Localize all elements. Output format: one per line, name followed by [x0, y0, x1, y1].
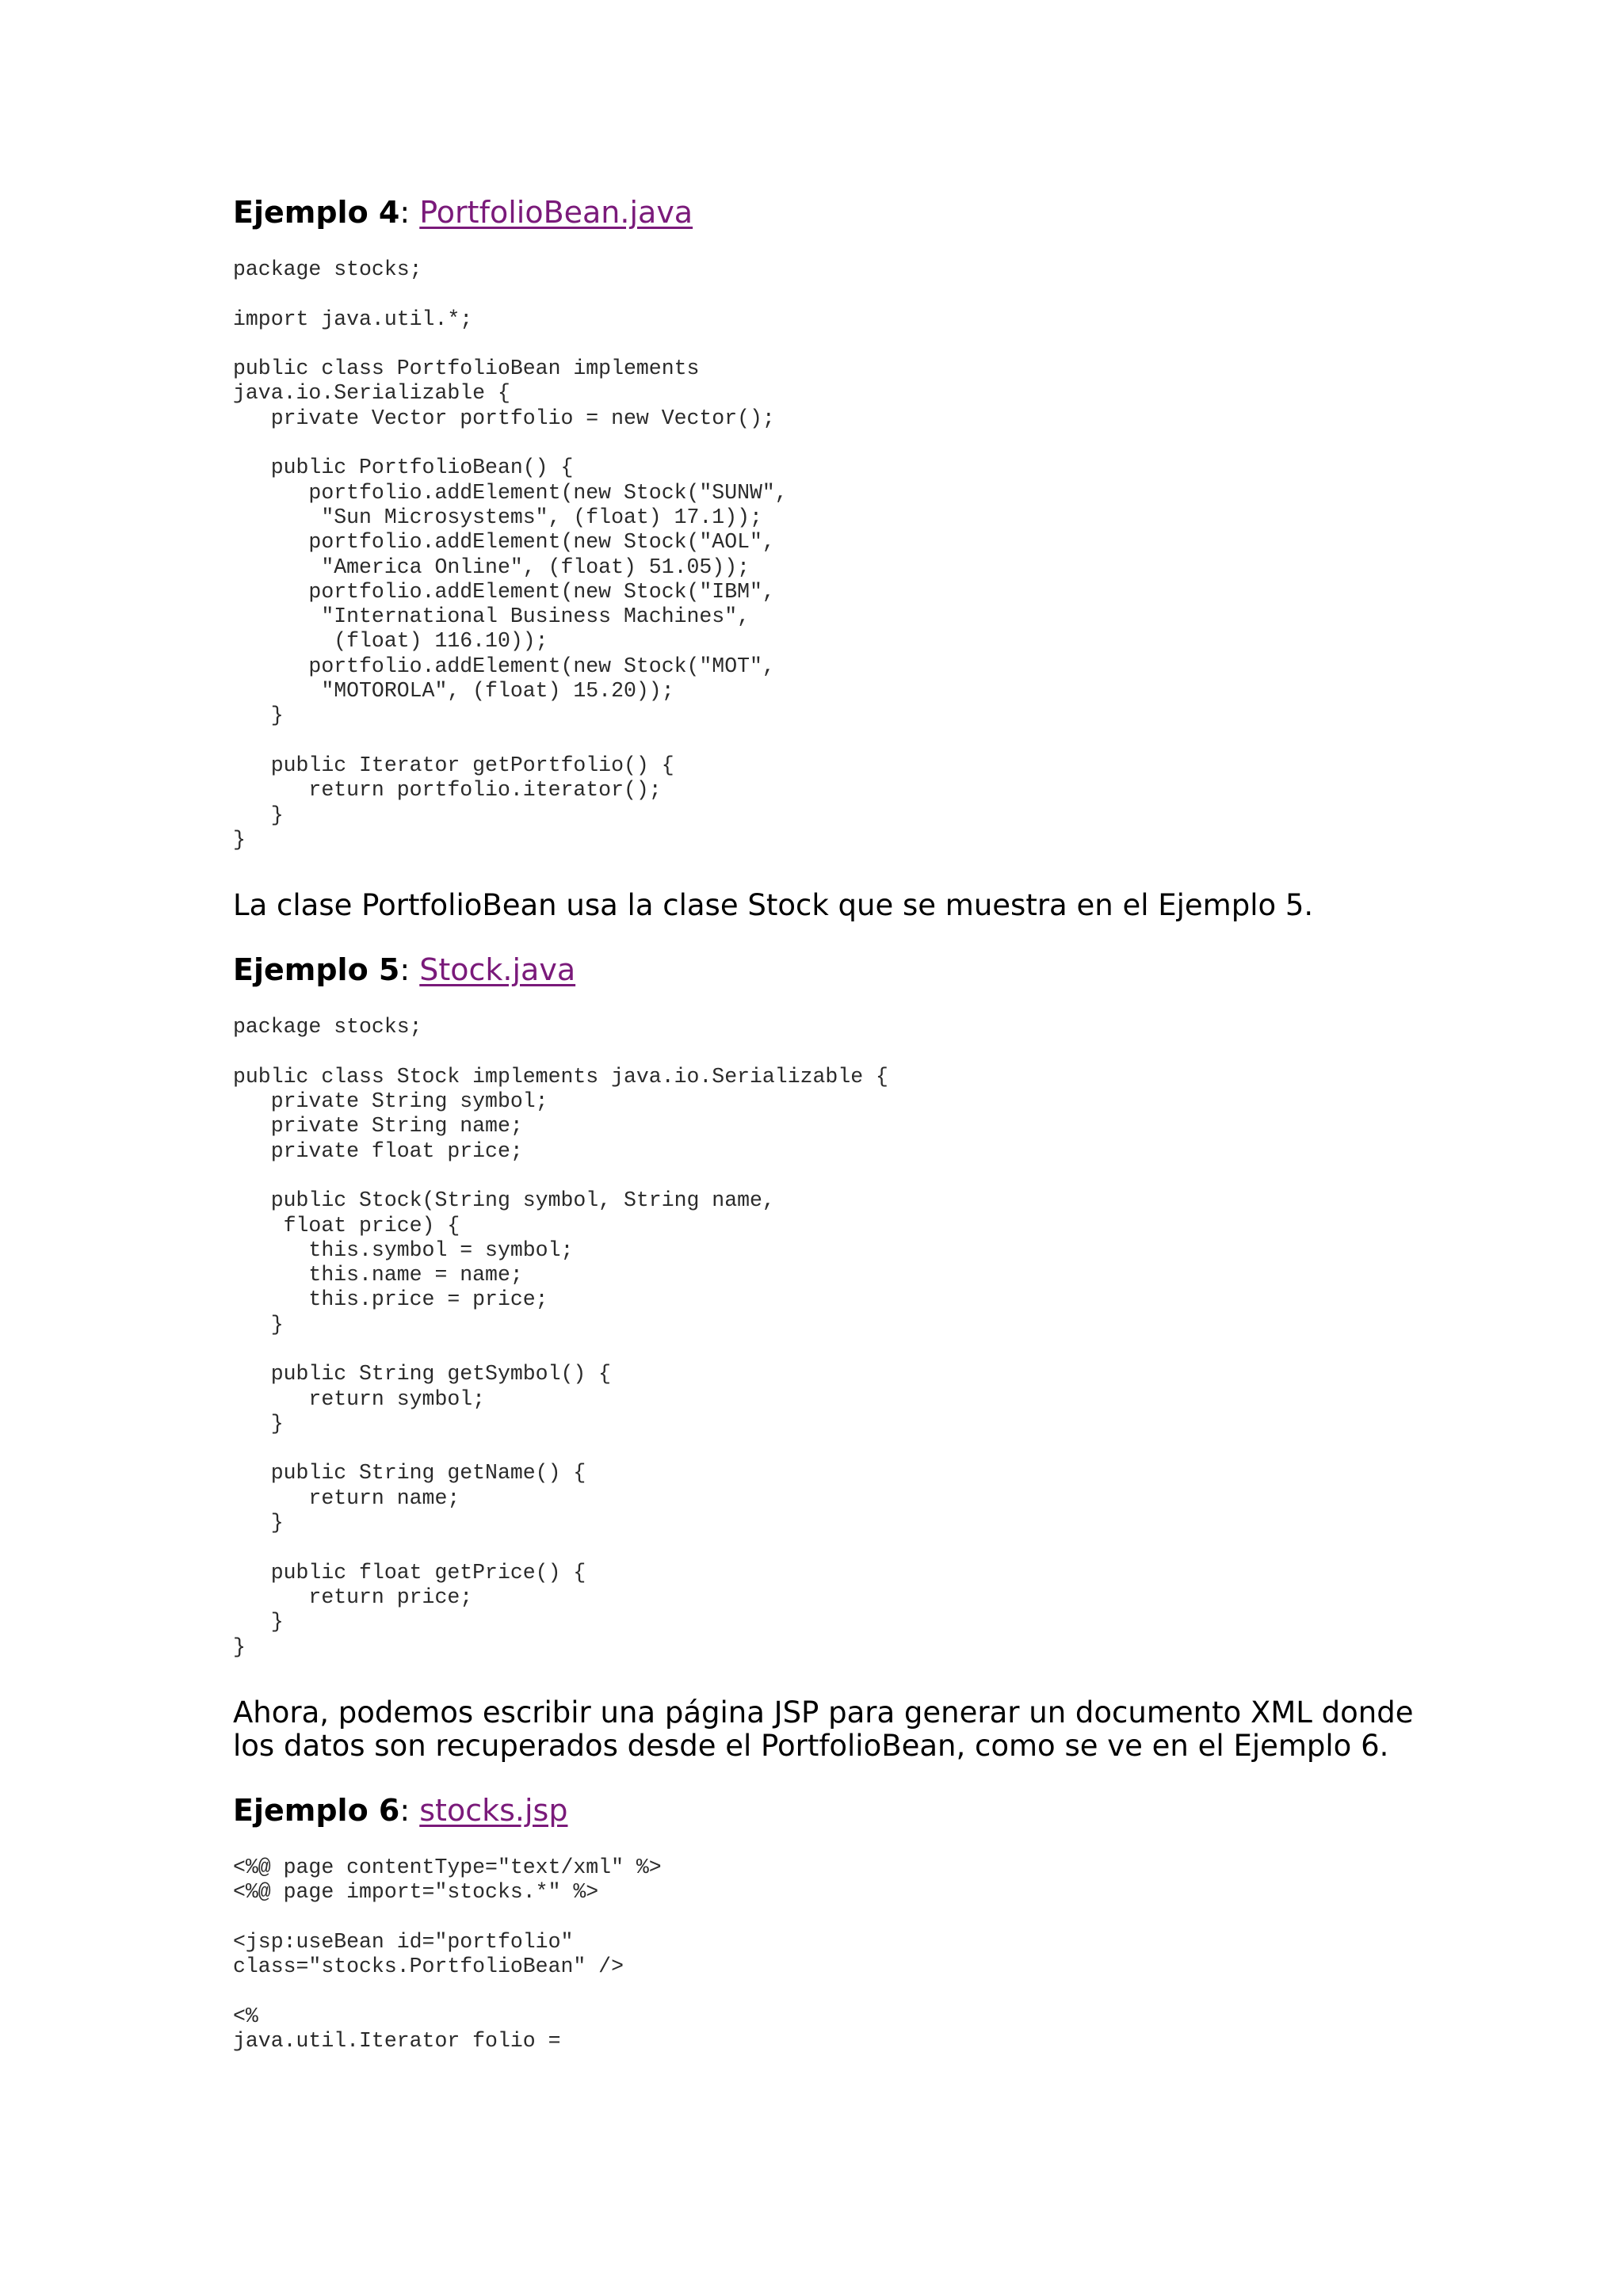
- paragraph-jsp-xml: Ahora, podemos escribir una página JSP para generar un documento XML donde los datos son recuperados desde el PortfolioBean, como se ve en el Ejemplo 6.: [233, 1695, 1414, 1763]
- example-5-separator: :: [399, 952, 420, 988]
- example-6-heading: [233, 1787, 1422, 1834]
- document-page: [233, 189, 1422, 2054]
- example-4-heading: [233, 189, 1422, 236]
- stocks-jsp-code-block: <%@ page contentType="text/xml" %> <%@ page import="stocks.*" %> <jsp:useBean id="portfolio" class="stocks.PortfolioBean" /> <% java.util.Iterator folio =: [233, 1855, 662, 2053]
- stock-java-link[interactable]: Stock.java: [419, 952, 576, 988]
- stock-code-block: package stocks; public class Stock implements java.io.Serializable { private String symbol; private String name; private float price; public Stock(String symbol, String name, float price) { this.symbol = symbol; this.name = name; this.price = price; } public String getSymbol() { return symbol; } public String getName() { return name; } public float getPrice() { return price; } }: [233, 1015, 888, 1659]
- example-5-label: Ejemplo 5: [233, 952, 400, 988]
- example-4-label: Ejemplo 4: [233, 195, 400, 230]
- portfoliobean-java-link[interactable]: PortfolioBean.java: [419, 195, 693, 230]
- example-5-heading: [233, 946, 1422, 994]
- example-6-separator: :: [399, 1792, 420, 1828]
- portfoliobean-code-block: package stocks; import java.util.*; public class PortfolioBean implements java.io.Serializable { private Vector portfolio = new Vector(); public PortfolioBean() { portfolio.addElement(new Stock("SUNW", "Sun Microsystems", (float) 17.1)); portfolio.addElement(new Stock("AOL", "America Online", (float) 51.05)); portfolio.addElement(new Stock("IBM", "International Business Machines", (float) 116.10)); portfolio.addElement(new Stock("MOT", "MOTOROLA", (float) 15.20)); } public Iterator getPortfolio() { return portfolio.iterator(); } }: [233, 257, 788, 852]
- stocks-jsp-link[interactable]: stocks.jsp: [419, 1792, 568, 1828]
- paragraph-portfoliobean-stock: La clase PortfolioBean usa la clase Stock que se muestra en el Ejemplo 5.: [233, 888, 1314, 923]
- example-4-separator: :: [399, 195, 420, 230]
- example-6-label: Ejemplo 6: [233, 1792, 400, 1828]
